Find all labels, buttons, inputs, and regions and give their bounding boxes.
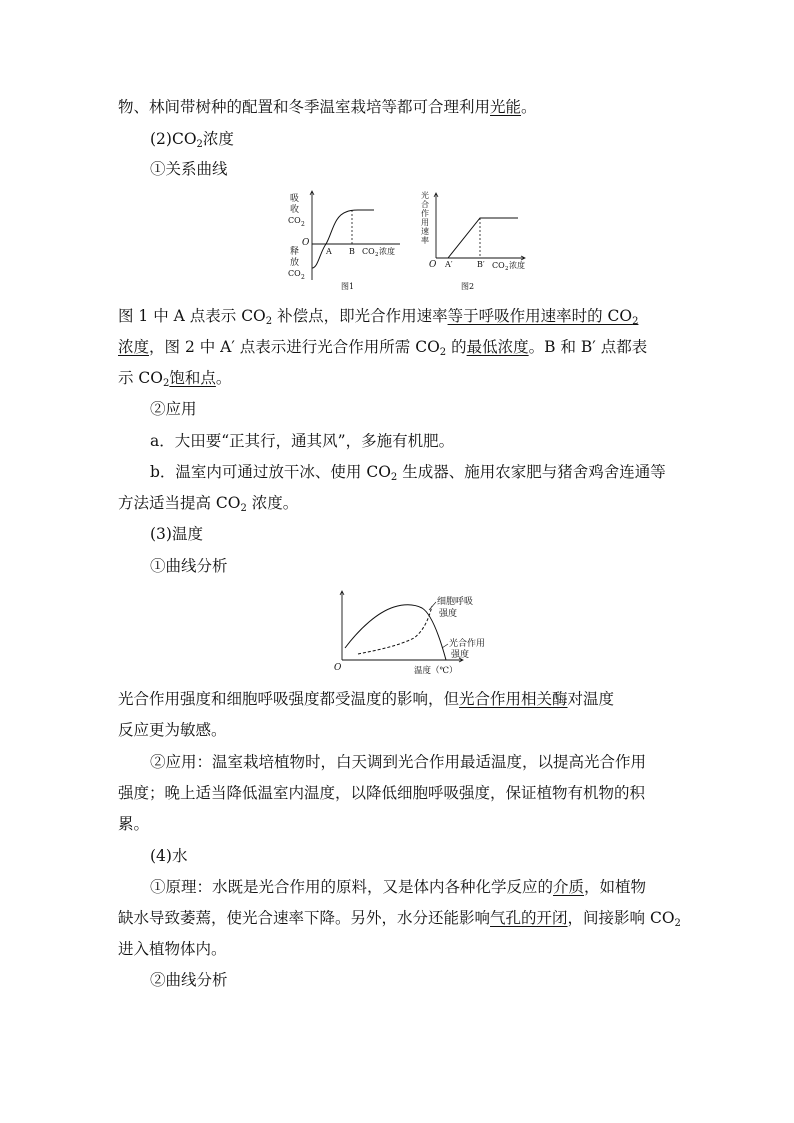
text: ②应用：温室栽培植物时，白天调到光合作用最适温度，以提高光合作用	[150, 753, 647, 771]
text: ①曲线分析	[150, 557, 228, 575]
text: 浓度	[202, 130, 234, 148]
origin-label: O	[429, 260, 437, 270]
paragraph-line	[150, 431, 710, 451]
subscript: 2	[265, 316, 273, 327]
text: 对温度	[567, 690, 615, 708]
respiration-intensity-curve	[358, 606, 432, 654]
text: 。B 和 B′ 点都表	[528, 338, 648, 356]
y-axis-label: 速	[421, 227, 429, 236]
y-axis-label: 合	[421, 200, 429, 209]
paragraph-line	[118, 97, 678, 117]
section-heading-co2	[150, 129, 710, 149]
text: 的	[446, 338, 467, 356]
photosynthesis-intensity-curve	[345, 605, 446, 660]
text: 生成器、施用农家肥与猪舍鸡舍连通等	[397, 463, 666, 481]
paragraph-line	[118, 306, 678, 326]
subheading-curve-analysis	[150, 556, 710, 576]
origin-label: O	[302, 238, 310, 248]
figure-caption: 图2	[461, 282, 475, 291]
underlined-term	[448, 307, 639, 325]
underlined-term: 光合作用相关酶	[459, 690, 568, 708]
y-axis-label: 释	[290, 247, 300, 257]
x-axis-label: 浓度	[379, 247, 395, 256]
text: ②应用	[150, 400, 197, 418]
text: ，间接影响 CO	[567, 909, 675, 927]
text: 等于呼吸作用速率时的 CO	[447, 307, 633, 325]
subscript: 2	[674, 918, 681, 929]
text: (4)水	[150, 847, 188, 865]
paragraph-line	[150, 877, 710, 897]
paragraph-line	[118, 337, 678, 357]
label-leader-line	[429, 602, 436, 610]
text: (2)CO	[150, 130, 197, 148]
respiration-label: 细胞呼吸	[437, 597, 474, 607]
paragraph-line	[118, 368, 678, 388]
text: 物、林间带树种的配置和冬季温室栽培等都可合理利用	[118, 98, 491, 116]
text: 浓度。	[246, 494, 299, 512]
subscript: 2	[505, 266, 509, 272]
text: (3)温度	[150, 525, 203, 543]
y-axis-label: 率	[421, 236, 429, 245]
subheading-curve-analysis	[150, 970, 710, 990]
subscript: 2	[301, 221, 305, 228]
text: ，图 2 中 A′ 点表示进行光合作用所需 CO	[149, 338, 440, 356]
photosynthesis-label: 光合作用	[449, 639, 486, 649]
x-axis-label: 温度（℃）	[414, 666, 458, 676]
subscript: 2	[375, 252, 379, 258]
paragraph-line	[150, 752, 710, 772]
text: ①关系曲线	[150, 160, 228, 178]
co2-curves-figure	[288, 188, 538, 296]
underlined-term: 饱和点	[169, 369, 216, 387]
text: 图 1 中 A 点表示 CO	[118, 307, 266, 325]
figure-1	[288, 191, 400, 291]
x-axis-label: CO	[362, 247, 375, 256]
paragraph-line	[118, 939, 678, 959]
point-b-label: B	[349, 247, 355, 256]
y-axis-label: 光	[421, 191, 429, 200]
section-heading-water	[150, 846, 710, 866]
y-axis-label: CO	[288, 269, 301, 278]
y-axis-label: 放	[290, 258, 300, 268]
temperature-curves-figure	[328, 588, 506, 680]
absorption-curve	[312, 210, 374, 268]
text: 。	[215, 369, 232, 387]
respiration-label: 强度	[439, 609, 458, 619]
text: 缺水导致萎蔫，使光合速率下降。另外，水分还能影响	[118, 909, 491, 927]
underlined-term: 介质	[553, 878, 585, 896]
text: 。	[521, 98, 537, 116]
paragraph-line	[118, 908, 681, 929]
paragraph-line	[118, 493, 678, 513]
underlined-term: 浓度	[118, 338, 150, 356]
point-b-label: B′	[477, 260, 485, 269]
origin-label: O	[334, 663, 342, 673]
x-axis-label: CO	[492, 261, 505, 270]
subscript: 2	[196, 139, 203, 150]
text: a．大田要“正其行，通其风”，多施有机肥。	[150, 432, 455, 450]
section-heading-temperature	[150, 524, 710, 544]
underlined-term: 最低浓度	[466, 338, 529, 356]
point-a-label: A	[326, 247, 332, 256]
text: 强度；晚上适当降低温室内温度，以降低细胞呼吸强度，保证植物有机物的积	[118, 784, 646, 802]
text: ①原理：水既是光合作用的原料，又是体内各种化学反应的	[150, 878, 554, 896]
text: 光合作用强度和细胞呼吸强度都受温度的影响，但	[118, 690, 460, 708]
underlined-term: 气孔的开闭	[490, 909, 568, 927]
y-axis-label: 收	[290, 205, 300, 215]
x-axis-label: 浓度	[509, 261, 525, 270]
paragraph-line	[150, 462, 710, 482]
y-axis-label: 作	[421, 209, 429, 218]
label-leader-line	[442, 644, 448, 648]
text: 进入植物体内。	[118, 940, 227, 958]
text: 示 CO	[118, 369, 163, 387]
subscript: 2	[390, 472, 398, 483]
photosynthesis-rate-curve	[448, 218, 518, 258]
subheading-application	[150, 399, 710, 419]
paragraph-line	[118, 814, 678, 834]
text: ，如植物	[584, 878, 647, 896]
y-axis-label: 吸	[290, 194, 300, 204]
text: 反应更为敏感。	[118, 721, 227, 739]
text: 补偿点，即光合作用速率	[272, 307, 448, 325]
subheading-relation-curve	[150, 159, 710, 179]
y-axis-label: 用	[421, 218, 429, 227]
paragraph-line	[118, 720, 678, 740]
subscript: 2	[240, 503, 247, 514]
text: ②曲线分析	[150, 971, 228, 989]
paragraph-line	[118, 783, 678, 803]
text: 累。	[118, 815, 150, 833]
text: 方法适当提高 CO	[118, 494, 241, 512]
text: b．温室内可通过放干冰、使用 CO	[150, 463, 391, 481]
subscript: 2	[439, 347, 447, 358]
paragraph-line	[118, 689, 678, 709]
subscript: 2	[163, 378, 170, 389]
figure-caption: 图1	[341, 282, 355, 291]
point-a-label: A′	[445, 260, 453, 269]
underlined-term: 光能	[490, 98, 522, 116]
subscript: 2	[301, 274, 305, 281]
subscript: 2	[632, 316, 639, 327]
figure-2	[421, 190, 525, 291]
y-axis-label: CO	[288, 216, 301, 225]
photosynthesis-label: 强度	[451, 650, 470, 660]
